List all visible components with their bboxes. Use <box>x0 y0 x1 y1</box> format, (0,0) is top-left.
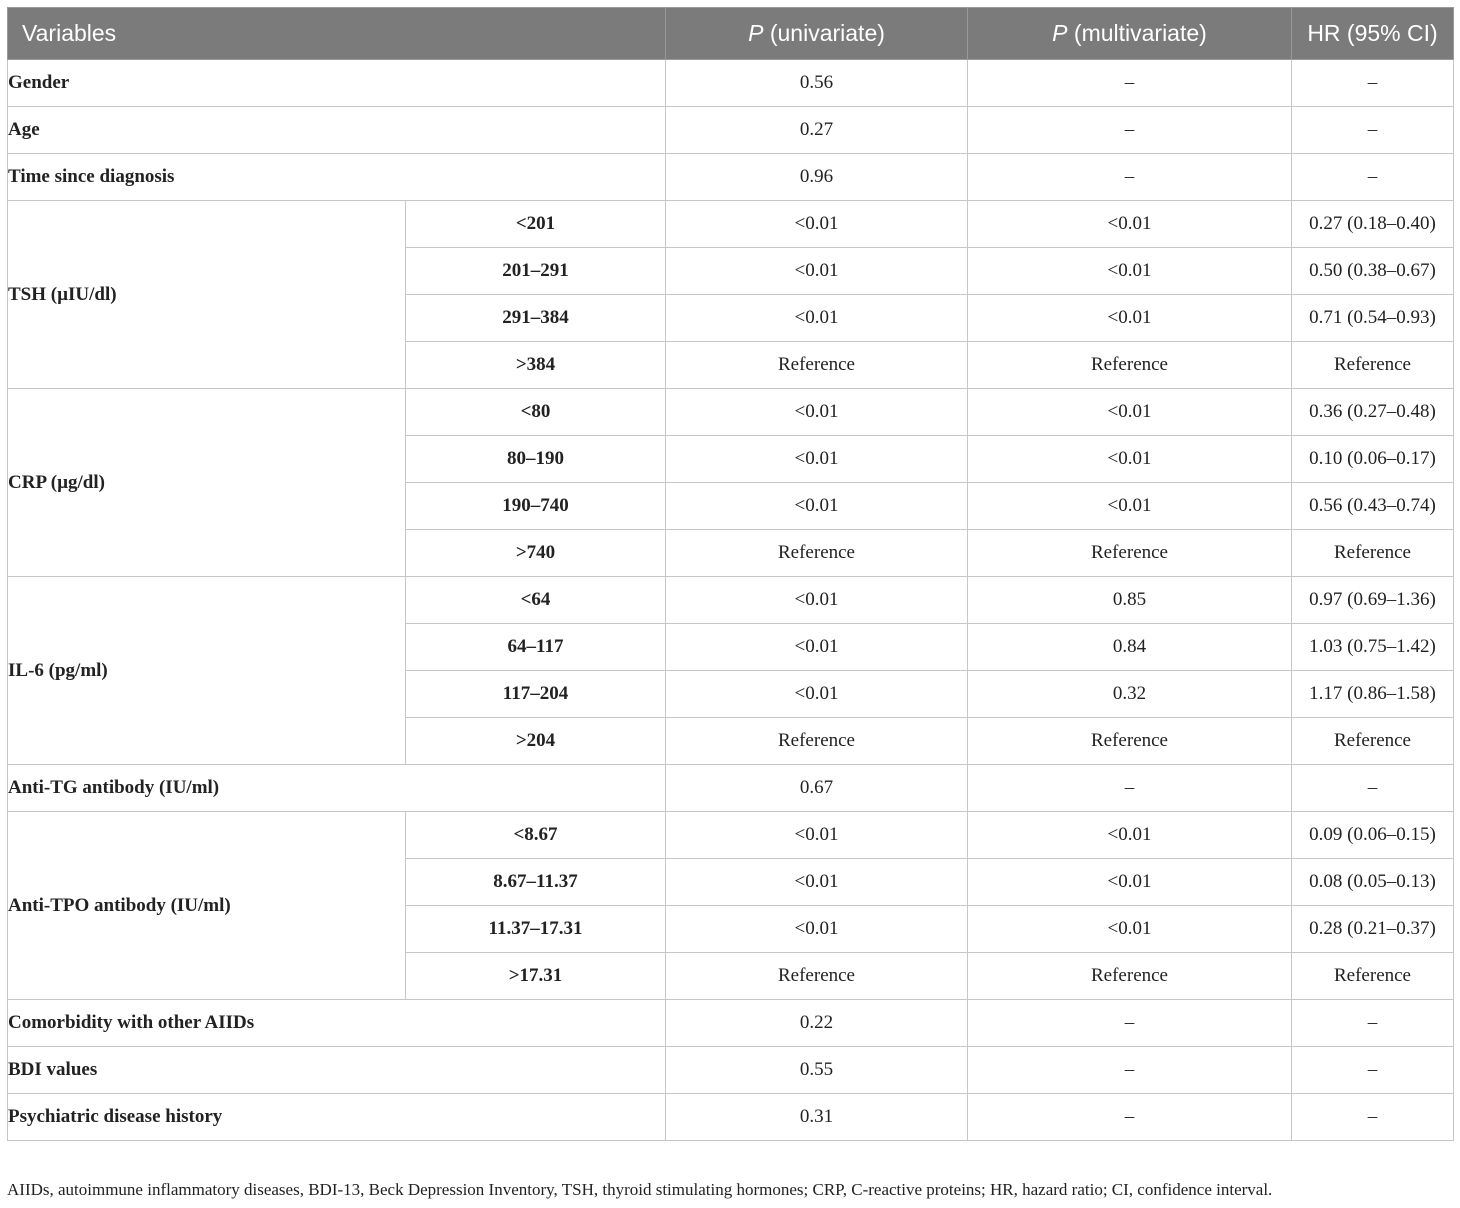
table-row <box>8 60 1454 107</box>
subgroup-cell: 201–291 <box>406 248 666 295</box>
hr-ci-cell: 1.17 (0.86–1.58) <box>1292 671 1454 718</box>
subgroup-cell: >384 <box>406 342 666 389</box>
subgroup-cell: 291–384 <box>406 295 666 342</box>
header-p-multivariate-symbol: P <box>1052 20 1068 46</box>
subgroup-cell: >17.31 <box>406 953 666 1000</box>
hr-ci-cell: 0.10 (0.06–0.17) <box>1292 436 1454 483</box>
p-univariate-cell: Reference <box>666 342 968 389</box>
p-multivariate-cell: <0.01 <box>968 201 1292 248</box>
p-univariate-cell: Reference <box>666 953 968 1000</box>
hr-ci-cell: – <box>1292 154 1454 201</box>
p-univariate-cell: <0.01 <box>666 812 968 859</box>
hr-ci-cell: 0.36 (0.27–0.48) <box>1292 389 1454 436</box>
hr-ci-cell: 0.09 (0.06–0.15) <box>1292 812 1454 859</box>
header-p-multivariate <box>968 8 1292 60</box>
hr-ci-cell: 0.56 (0.43–0.74) <box>1292 483 1454 530</box>
p-multivariate-cell: Reference <box>968 953 1292 1000</box>
subgroup-cell: >204 <box>406 718 666 765</box>
p-multivariate-cell: 0.32 <box>968 671 1292 718</box>
hr-ci-cell: 1.03 (0.75–1.42) <box>1292 624 1454 671</box>
p-univariate-cell: <0.01 <box>666 906 968 953</box>
variable-cell: Age <box>8 107 666 154</box>
p-multivariate-cell: 0.85 <box>968 577 1292 624</box>
p-univariate-cell: 0.96 <box>666 154 968 201</box>
header-p-multivariate-label: (multivariate) <box>1067 20 1207 46</box>
subgroup-cell: 80–190 <box>406 436 666 483</box>
results-table <box>7 7 1454 1141</box>
header-p-univariate-label: (univariate) <box>763 20 885 46</box>
variable-cell: Gender <box>8 60 666 107</box>
variable-cell: Time since diagnosis <box>8 154 666 201</box>
variable-cell: Anti-TPO antibody (IU/ml) <box>8 812 406 1000</box>
p-multivariate-cell: – <box>968 1000 1292 1047</box>
subgroup-cell: 11.37–17.31 <box>406 906 666 953</box>
p-univariate-cell: <0.01 <box>666 436 968 483</box>
hr-ci-cell: Reference <box>1292 718 1454 765</box>
subgroup-cell: >740 <box>406 530 666 577</box>
variable-cell: CRP (µg/dl) <box>8 389 406 577</box>
subgroup-cell: <8.67 <box>406 812 666 859</box>
p-multivariate-cell: – <box>968 765 1292 812</box>
p-univariate-cell: <0.01 <box>666 483 968 530</box>
p-multivariate-cell: <0.01 <box>968 906 1292 953</box>
subgroup-cell: 190–740 <box>406 483 666 530</box>
table-row <box>8 1047 1454 1094</box>
p-univariate-cell: <0.01 <box>666 671 968 718</box>
p-univariate-cell: 0.56 <box>666 60 968 107</box>
variable-cell: IL-6 (pg/ml) <box>8 577 406 765</box>
variable-cell: Comorbidity with other AIIDs <box>8 1000 666 1047</box>
table-row <box>8 154 1454 201</box>
hr-ci-cell: 0.28 (0.21–0.37) <box>1292 906 1454 953</box>
p-multivariate-cell: <0.01 <box>968 248 1292 295</box>
header-variables: Variables <box>8 8 666 60</box>
hr-ci-cell: – <box>1292 765 1454 812</box>
p-univariate-cell: 0.31 <box>666 1094 968 1141</box>
header-p-univariate-symbol: P <box>748 20 764 46</box>
p-multivariate-cell: <0.01 <box>968 436 1292 483</box>
table-row <box>8 577 1454 624</box>
p-univariate-cell: <0.01 <box>666 201 968 248</box>
table-row <box>8 107 1454 154</box>
subgroup-cell: 64–117 <box>406 624 666 671</box>
table-footnote: AIIDs, autoimmune inflammatory diseases, BDI-13, Beck Depression Inventory, TSH, thyroid stimulating hormones; CRP, C-reactive proteins; HR, hazard ratio; CI, confidence interval. <box>7 1180 1273 1199</box>
p-multivariate-cell: <0.01 <box>968 859 1292 906</box>
p-univariate-cell: <0.01 <box>666 577 968 624</box>
hr-ci-cell: – <box>1292 1000 1454 1047</box>
table-row <box>8 1094 1454 1141</box>
p-univariate-cell: Reference <box>666 530 968 577</box>
p-univariate-cell: 0.27 <box>666 107 968 154</box>
subgroup-cell: <80 <box>406 389 666 436</box>
variable-cell: TSH (µIU/dl) <box>8 201 406 389</box>
p-univariate-cell: <0.01 <box>666 389 968 436</box>
table-row <box>8 1000 1454 1047</box>
hr-ci-cell: – <box>1292 1047 1454 1094</box>
p-multivariate-cell: Reference <box>968 342 1292 389</box>
table-header-row <box>8 8 1454 60</box>
table-row <box>8 389 1454 436</box>
p-multivariate-cell: <0.01 <box>968 812 1292 859</box>
p-multivariate-cell: Reference <box>968 718 1292 765</box>
hr-ci-cell: – <box>1292 107 1454 154</box>
hr-ci-cell: – <box>1292 1094 1454 1141</box>
p-multivariate-cell: – <box>968 1094 1292 1141</box>
p-univariate-cell: 0.22 <box>666 1000 968 1047</box>
table-row <box>8 812 1454 859</box>
p-multivariate-cell: – <box>968 107 1292 154</box>
hr-ci-cell: – <box>1292 60 1454 107</box>
p-univariate-cell: <0.01 <box>666 859 968 906</box>
p-multivariate-cell: <0.01 <box>968 295 1292 342</box>
subgroup-cell: 8.67–11.37 <box>406 859 666 906</box>
table-row <box>8 765 1454 812</box>
table-row <box>8 201 1454 248</box>
hr-ci-cell: 0.08 (0.05–0.13) <box>1292 859 1454 906</box>
header-hr-ci: HR (95% CI) <box>1292 8 1454 60</box>
p-multivariate-cell: <0.01 <box>968 389 1292 436</box>
variable-cell: BDI values <box>8 1047 666 1094</box>
hr-ci-cell: 0.50 (0.38–0.67) <box>1292 248 1454 295</box>
results-table-container <box>7 7 1454 1141</box>
variable-cell: Anti-TG antibody (IU/ml) <box>8 765 666 812</box>
hr-ci-cell: Reference <box>1292 953 1454 1000</box>
header-p-univariate <box>666 8 968 60</box>
p-univariate-cell: 0.55 <box>666 1047 968 1094</box>
p-multivariate-cell: <0.01 <box>968 483 1292 530</box>
hr-ci-cell: 0.97 (0.69–1.36) <box>1292 577 1454 624</box>
hr-ci-cell: Reference <box>1292 530 1454 577</box>
p-univariate-cell: 0.67 <box>666 765 968 812</box>
subgroup-cell: 117–204 <box>406 671 666 718</box>
hr-ci-cell: 0.27 (0.18–0.40) <box>1292 201 1454 248</box>
p-multivariate-cell: Reference <box>968 530 1292 577</box>
p-multivariate-cell: – <box>968 60 1292 107</box>
p-univariate-cell: <0.01 <box>666 248 968 295</box>
p-univariate-cell: Reference <box>666 718 968 765</box>
subgroup-cell: <64 <box>406 577 666 624</box>
variable-cell: Psychiatric disease history <box>8 1094 666 1141</box>
hr-ci-cell: 0.71 (0.54–0.93) <box>1292 295 1454 342</box>
table-body <box>8 60 1454 1141</box>
p-multivariate-cell: – <box>968 1047 1292 1094</box>
p-univariate-cell: <0.01 <box>666 295 968 342</box>
hr-ci-cell: Reference <box>1292 342 1454 389</box>
subgroup-cell: <201 <box>406 201 666 248</box>
p-multivariate-cell: 0.84 <box>968 624 1292 671</box>
p-multivariate-cell: – <box>968 154 1292 201</box>
p-univariate-cell: <0.01 <box>666 624 968 671</box>
